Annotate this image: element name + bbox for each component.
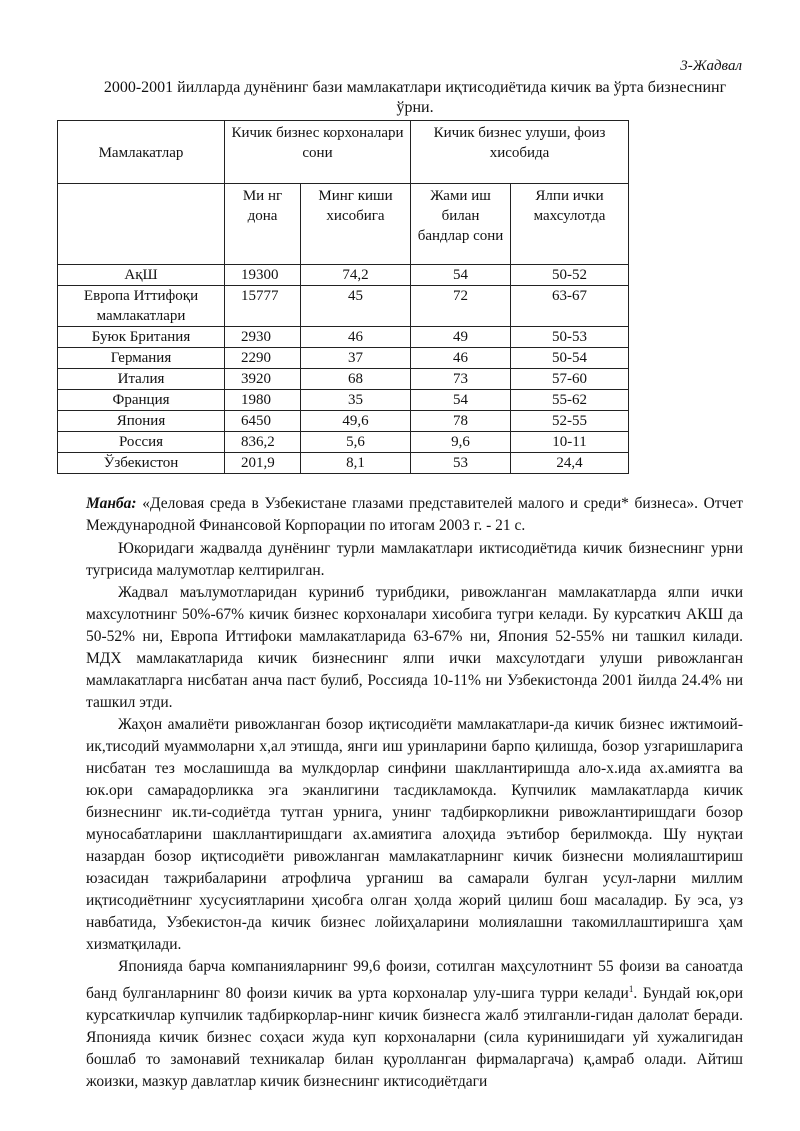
cell-country: Франция — [58, 390, 225, 411]
cell-per-thousand: 49,6 — [301, 411, 411, 432]
cell-country: Япония — [58, 411, 225, 432]
table-row — [58, 286, 629, 327]
paragraph-1: Юкоридаги жадвалда дунёнинг турли мамлакатлари иктисодиётида кичик бизнеснинг урни тугрисида малумотлар келтирилган. — [86, 540, 743, 579]
table-row — [58, 369, 629, 390]
cell-country: Европа Иттифоқи мамлакатлари — [58, 286, 225, 327]
cell-employment-share: 54 — [411, 390, 511, 411]
cell-employment-share: 54 — [411, 265, 511, 286]
header-thousand-units: Ми нг дона — [225, 184, 301, 265]
header-country: Мамлакатлар — [58, 121, 225, 184]
cell-enterprises-thousand: 15777 — [225, 286, 301, 327]
table-row — [58, 348, 629, 369]
cell-employment-share: 49 — [411, 327, 511, 348]
footnote-mark: 1 — [628, 984, 634, 994]
cell-country: Италия — [58, 369, 225, 390]
cell-gdp-share: 50-53 — [511, 327, 629, 348]
source-label: Манба: — [86, 495, 137, 512]
paragraph-2: Жадвал маълумотларидан куриниб турибдики, ривожланган мамлакатларда ялпи ички махсулотнинг 50%-67% кичик бизнес корхоналари хисобига тугри келади. Бу курсаткич АКШ да 50-52% ни, Европа Иттифоки мамлакатларида 63-67% ни, Япония 52-55% ни ташкил килади. МДХ мамлакатларида кичик бизнеснинг ялпи ички махсулотдаги улуши ривожланган мамлакатларга нисбатан анча паст булиб, Россияда 10-11% ни Узбекистонда 2001 йилда 24.4% ни ташкил этди. — [86, 584, 743, 711]
cell-gdp-share: 55-62 — [511, 390, 629, 411]
source-text: «Деловая среда в Узбекистане глазами представителей малого и среди* бизнеса». Отчет Международной Финансовой Корпорации по итогам 2003 г. - 21 с. — [86, 495, 743, 534]
table-row — [58, 411, 629, 432]
cell-enterprises-thousand: 836,2 — [225, 432, 301, 453]
source-note — [86, 493, 743, 537]
table-row — [58, 265, 629, 286]
header-empty — [58, 184, 225, 265]
cell-enterprises-thousand: 1980 — [225, 390, 301, 411]
cell-per-thousand: 74,2 — [301, 265, 411, 286]
table-row — [58, 390, 629, 411]
cell-country: Ўзбекистон — [58, 453, 225, 474]
cell-per-thousand: 35 — [301, 390, 411, 411]
table-row — [58, 327, 629, 348]
header-share: Кичик бизнес улуши, фоиз хисобида — [411, 121, 629, 184]
cell-per-thousand: 68 — [301, 369, 411, 390]
cell-gdp-share: 57-60 — [511, 369, 629, 390]
body-text — [86, 538, 743, 1093]
paragraph-4-tail: . — [633, 985, 638, 1003]
cell-country: Германия — [58, 348, 225, 369]
cell-country: АқШ — [58, 265, 225, 286]
cell-enterprises-thousand: 201,9 — [225, 453, 301, 474]
cell-country: Россия — [58, 432, 225, 453]
table-title: 2000-2001 йилларда дунёнинг бази мамлакатлари иқтисодиётида кичик ва ўрта бизнеснинг ўрни. — [103, 79, 727, 116]
cell-enterprises-thousand: 19300 — [225, 265, 301, 286]
cell-enterprises-thousand: 2930 — [225, 327, 301, 348]
data-table — [57, 120, 629, 474]
cell-country: Буюк Британия — [58, 327, 225, 348]
cell-gdp-share: 63-67 — [511, 286, 629, 327]
cell-per-thousand: 37 — [301, 348, 411, 369]
cell-employment-share: 73 — [411, 369, 511, 390]
cell-gdp-share: 50-54 — [511, 348, 629, 369]
cell-per-thousand: 8,1 — [301, 453, 411, 474]
table-row — [58, 453, 629, 474]
cell-employment-share: 78 — [411, 411, 511, 432]
header-enterprises: Кичик бизнес корхоналари сони — [225, 121, 411, 184]
cell-employment-share: 72 — [411, 286, 511, 327]
paragraph-4-text: Японияда барча компанияларнинг 99,6 фоизи, сотилган маҳсулотнинт 55 фоизи ва саноатда банд булганларнинг 80 фоизи кичик ва урта корхоналар улу-шига турри келади — [86, 958, 743, 1003]
cell-gdp-share: 10-11 — [511, 432, 629, 453]
cell-per-thousand: 46 — [301, 327, 411, 348]
cell-enterprises-thousand: 6450 — [225, 411, 301, 432]
paragraph-3: Жаҳон амалиёти ривожланган бозор иқтисодиёти мамлакатлари-да кичик бизнес ижтимоий-ик,тисодий муаммоларни х,ал этишда, янги иш уринларини барпо қилишда, бозор узгаришларига нисбатан тез мослашишда ва мулкдорлар синфини шакллантиришда ало-х.ида ах.амиятга ва юк.ори самарадорликка эга эканлигини тасдикламокда. Купчилик мамлакатларда кичик бизнеснинг ик.ти-содиётда тутган урнига, унинг тадбиркорликни ривожлантиришдаги бозор муносабатларини шакллантиришдаги ах.амиятига алоҳида эътибор берилмокда. Шу нуқтаи назардан бозор иқтисодиёти ривожланган мамлакатларнинг кичик бизнесни молиялаштириш юзасидан тажрибаларини атрофлича урганиш ва самарали булган усул-ларни миллим иқтисодиётнинг хусусиятларини ҳисобга олган ҳолда жорий цилиш бош масаладир. Бу эса, уз навбатида, Узбекистон-да кичик бизнес лойиҳаларини молиялашни такомиллаштиришга ҳам хизматқилади. — [86, 716, 743, 953]
header-gdp: Ялпи ички махсулотда — [511, 184, 629, 265]
header-employment: Жами иш билан бандлар сони — [411, 184, 511, 265]
header-per-thousand: Минг киши хисобига — [301, 184, 411, 265]
cell-per-thousand: 5,6 — [301, 432, 411, 453]
table-row — [58, 432, 629, 453]
cell-gdp-share: 24,4 — [511, 453, 629, 474]
cell-employment-share: 46 — [411, 348, 511, 369]
cell-gdp-share: 50-52 — [511, 265, 629, 286]
cell-enterprises-thousand: 3920 — [225, 369, 301, 390]
table-label: 3-Жадвал — [680, 58, 742, 74]
cell-gdp-share: 52-55 — [511, 411, 629, 432]
cell-employment-share: 9,6 — [411, 432, 511, 453]
cell-enterprises-thousand: 2290 — [225, 348, 301, 369]
cell-per-thousand: 45 — [301, 286, 411, 327]
cell-employment-share: 53 — [411, 453, 511, 474]
paragraph-4-cont: Бундай юк,ори курсаткичлар купчилик тадбиркорлар-нинг кичик бизнесга жалб этилганли-гидан далолат беради. Японияда кичик бизнес соҳаси жуда куп корхоналарни (сила куринишидаги уй хужалигидан бошлаб то замонавий техникалар билан қуролланган фирмаларгача) қ,амраб олади. Айтиш жоизки, мазкур давлатлар кичик бизнеснинг иктисодиётдаги — [86, 985, 744, 1091]
paragraph-4 — [86, 956, 743, 1093]
